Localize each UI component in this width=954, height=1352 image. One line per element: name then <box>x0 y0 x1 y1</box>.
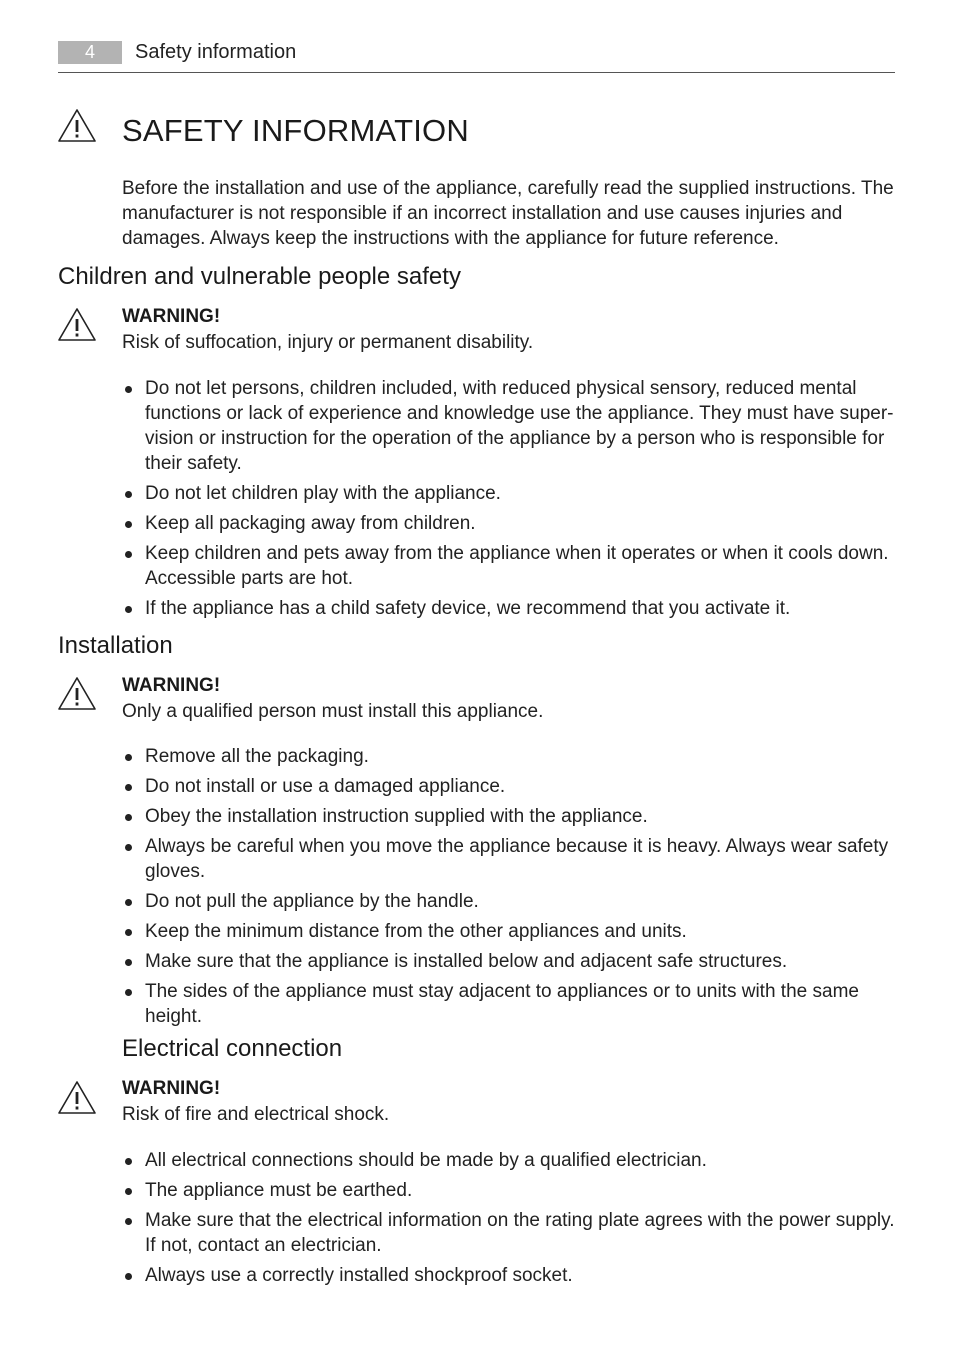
warning-label-installation: WARNING! <box>122 675 221 696</box>
warning-text-children: Risk of suffocation, injury or permanent disability. <box>122 332 534 353</box>
children-safety-list <box>122 376 897 626</box>
list-item: Remove all the packaging. <box>122 744 897 769</box>
list-item: Do not let persons, children included, with reduced physical sensory, reduced mental functions or lack of experience and knowledge use the appliance. They must have supervision or instruction for the operation of the appliance by a person who is responsible for their safety. <box>122 376 897 476</box>
list-item: Keep the minimum distance from the other appliances and units. <box>122 919 897 944</box>
list-item: The sides of the appliance must stay adjacent to appliances or to units with the same height. <box>122 979 897 1029</box>
warning-text-installation: Only a qualified person must install this appliance. <box>122 701 544 722</box>
list-item: Make sure that the electrical information on the rating plate agrees with the power supply. If not, contact an electrician. <box>122 1208 897 1258</box>
section-heading-electrical: Electrical connection <box>122 1035 343 1062</box>
list-item: Do not pull the appliance by the handle. <box>122 889 897 914</box>
list-item: Keep children and pets away from the appliance when it operates or when it cools down. Accessible parts are hot. <box>122 541 897 591</box>
list-item: Always use a correctly installed shockproof socket. <box>122 1263 897 1288</box>
warning-label-electrical: WARNING! <box>122 1078 221 1099</box>
list-item: Always be careful when you move the appliance because it is heavy. Always wear safety gloves. <box>122 834 897 884</box>
list-item: All electrical connections should be made by a qualified electrician. <box>122 1148 897 1173</box>
section-heading-children: Children and vulnerable people safety <box>58 263 461 290</box>
installation-list <box>122 744 897 1034</box>
electrical-list <box>122 1148 897 1293</box>
section-heading-installation: Installation <box>58 632 173 659</box>
page-header <box>58 40 895 73</box>
list-item: Do not install or use a damaged appliance. <box>122 774 897 799</box>
warning-label-children: WARNING! <box>122 306 221 327</box>
list-item: The appliance must be earthed. <box>122 1178 897 1203</box>
list-item: Do not let children play with the appliance. <box>122 481 897 506</box>
warning-triangle-icon <box>57 307 97 343</box>
intro-paragraph: Before the installation and use of the appliance, carefully read the supplied instructions. The manufacturer is not responsible if an incorrect installation and use causes injuries and damages. Always keep the instructions with the appliance for future reference. <box>122 178 894 249</box>
page-title: SAFETY INFORMATION <box>122 113 469 148</box>
warning-triangle-icon <box>57 108 97 144</box>
list-item: Make sure that the appliance is installed below and adjacent safe structures. <box>122 949 897 974</box>
list-item: If the appliance has a child safety device, we recommend that you activate it. <box>122 596 897 621</box>
list-item: Obey the installation instruction supplied with the appliance. <box>122 804 897 829</box>
warning-triangle-icon <box>57 676 97 712</box>
warning-triangle-icon <box>57 1080 97 1116</box>
running-title: Safety information <box>135 41 297 63</box>
page-number: 4 <box>58 41 122 64</box>
warning-text-electrical: Risk of fire and electrical shock. <box>122 1104 390 1125</box>
list-item: Keep all packaging away from children. <box>122 511 897 536</box>
